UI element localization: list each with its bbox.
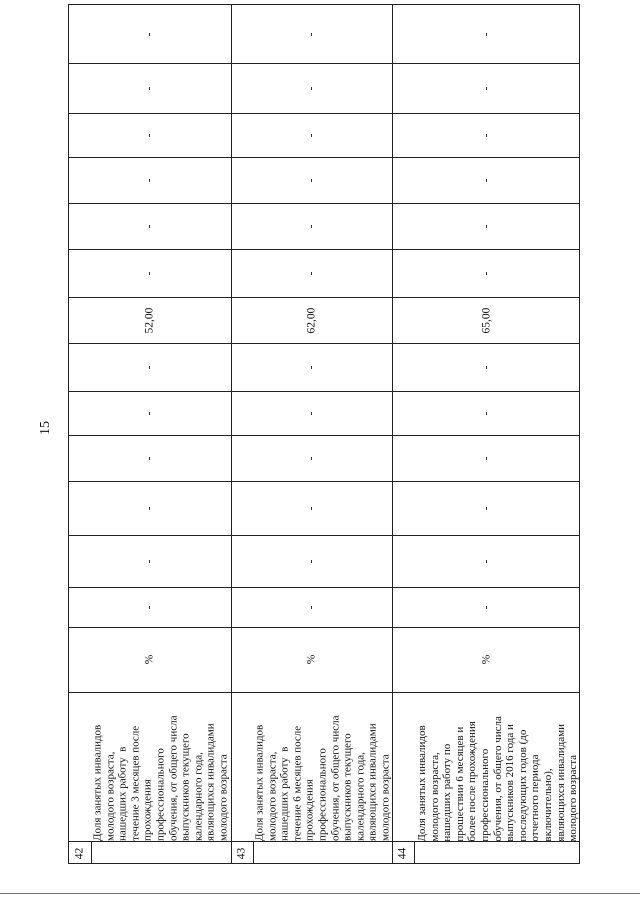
- cell-value: -: [305, 411, 317, 415]
- row-number: 42: [73, 847, 86, 859]
- value-cell: [69, 343, 231, 391]
- row-number: 44: [396, 847, 409, 859]
- cell-value: -: [143, 178, 156, 182]
- value-cell: [69, 391, 231, 435]
- cell-value: -: [305, 32, 317, 36]
- cell-value: -: [305, 506, 317, 510]
- row-number-cell: [69, 841, 91, 865]
- value-cell: [231, 297, 392, 343]
- row-number-cell: [231, 841, 253, 865]
- indicator-description: Доля занятых инвалидов молодого возраста, нашедших работу в течение 6 месяцев после прохождения профессионального обучения, от общего числа выпускников текущего календарного года, являющихся инвалидами молодого возраста: [253, 715, 392, 842]
- value-cell: [69, 587, 231, 627]
- value-cell: [392, 63, 581, 113]
- indicator-description: Доля занятых инвалидов молодого возраста, нашедших работу в течение 3 месяцев после прохождения профессионального обучения, от общего числа выпускников текущего календарного года, являющихся инвалидами молодого возраста: [91, 715, 230, 842]
- cell-value: -: [480, 86, 492, 90]
- value-cell: [69, 157, 231, 203]
- value-cell: [392, 481, 581, 535]
- cell-value: -: [480, 133, 492, 137]
- cell-value: -: [480, 178, 492, 182]
- value-cell: [392, 157, 581, 203]
- page-bottom-rule: [0, 893, 640, 894]
- value-cell: [392, 203, 581, 249]
- cell-value: -: [143, 506, 156, 510]
- cell-value: 65,00: [480, 307, 492, 333]
- value-cell: [69, 435, 231, 481]
- cell-value: -: [480, 605, 492, 609]
- cell-value: -: [305, 559, 317, 563]
- value-cell: [392, 249, 581, 297]
- cell-value: -: [143, 86, 156, 90]
- value-cell: [392, 435, 581, 481]
- value-cell: [69, 535, 231, 587]
- cell-value: -: [305, 178, 317, 182]
- value-cell: [69, 481, 231, 535]
- cell-value: -: [305, 365, 317, 369]
- value-cell: [231, 435, 392, 481]
- value-cell: [392, 535, 581, 587]
- cell-value: -: [143, 271, 156, 275]
- value-cell: [392, 5, 581, 63]
- value-cell: [392, 343, 581, 391]
- cell-value: -: [480, 365, 492, 369]
- cell-value: -: [143, 605, 156, 609]
- row-number: 43: [235, 847, 248, 859]
- cell-value: -: [480, 506, 492, 510]
- cell-value: -: [143, 365, 156, 369]
- value-cell: [392, 297, 581, 343]
- cell-value: -: [305, 133, 317, 137]
- cell-value: -: [305, 456, 317, 460]
- cell-value: -: [305, 224, 317, 228]
- value-cell: [231, 391, 392, 435]
- cell-value: -: [143, 456, 156, 460]
- cell-value: -: [480, 559, 492, 563]
- cell-value: -: [143, 133, 156, 137]
- indicators-table: [68, 4, 580, 864]
- value-cell: [231, 5, 392, 63]
- unit-value: %: [305, 654, 317, 665]
- unit-cell: [69, 627, 231, 692]
- unit-cell: [392, 627, 581, 692]
- unit-value: %: [143, 654, 156, 665]
- value-cell: [231, 587, 392, 627]
- cell-value: -: [480, 271, 492, 275]
- unit-cell: [231, 627, 392, 692]
- value-cell: [69, 297, 231, 343]
- indicator-description-cell: [91, 692, 231, 865]
- value-cell: [231, 157, 392, 203]
- page-number: 15: [38, 421, 53, 435]
- value-cell: [231, 481, 392, 535]
- value-cell: [69, 249, 231, 297]
- value-cell: [231, 535, 392, 587]
- cell-value: 52,00: [143, 307, 156, 333]
- indicator-description-cell: [414, 692, 581, 865]
- unit-value: %: [480, 654, 492, 665]
- value-cell: [231, 343, 392, 391]
- value-cell: [69, 203, 231, 249]
- value-cell: [231, 113, 392, 157]
- cell-value: -: [305, 605, 317, 609]
- cell-value: 62,00: [305, 307, 317, 333]
- cell-value: -: [480, 224, 492, 228]
- cell-value: -: [143, 224, 156, 228]
- cell-value: -: [480, 411, 492, 415]
- indicator-description-cell: [253, 692, 392, 865]
- value-cell: [69, 5, 231, 63]
- value-cell: [231, 249, 392, 297]
- indicator-description: Доля занятых инвалидов молодого возраста, нашедших работу по прошествии 6 месяцев и более после прохождения профессионального обучения, от общего числа выпускников 2016 года и последующих годов (до отчетного периода включительно), являющихся инвалидами молодого возраста: [415, 715, 579, 842]
- value-cell: [69, 63, 231, 113]
- cell-value: -: [143, 411, 156, 415]
- cell-value: -: [143, 32, 156, 36]
- row-number-cell: [392, 841, 414, 865]
- cell-value: -: [480, 456, 492, 460]
- value-cell: [392, 391, 581, 435]
- value-cell: [392, 113, 581, 157]
- value-cell: [392, 587, 581, 627]
- cell-value: -: [305, 271, 317, 275]
- cell-value: -: [305, 86, 317, 90]
- value-cell: [231, 63, 392, 113]
- value-cell: [231, 203, 392, 249]
- cell-value: -: [143, 559, 156, 563]
- value-cell: [69, 113, 231, 157]
- cell-value: -: [480, 32, 492, 36]
